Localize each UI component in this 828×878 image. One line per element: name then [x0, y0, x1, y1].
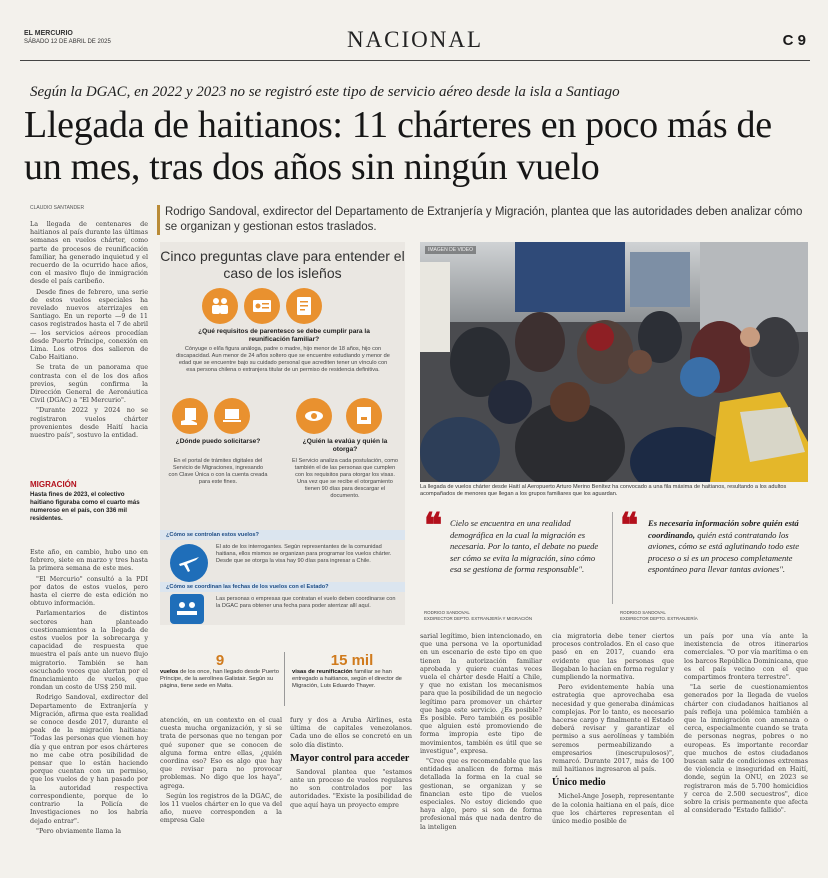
paragraph: Según los registros de la DGAC, de los 11 vuelos chárter en lo que va del año, nueve corresponden a la empresa Gale	[160, 791, 282, 825]
stat-flights-label: de los once, han llegado desde Puerto Príncipe, de la aerolínea Galistair. Según su página, tiene sede en Malta.	[160, 669, 279, 690]
paragraph: Rodrigo Sandoval, exdirector del Departamento de Extranjería y Migración, afirma que esta realidad se conoce desde 2017, durante el peak de la migración haitiana: "Todas las personas que vienen hoy día y que entran por esos chárteres no me cabe otra posibilidad de pensar que lo están haciendo porque cuentan con un permiso, que los vuelos de y han pasado por la autoridad respectiva correspondiente, porque de lo contrario la Policía de Investigaciones no los habría dejado entrar".	[30, 693, 148, 825]
subhead-control: Mayor control para acceder	[290, 752, 410, 764]
document-icon	[286, 288, 322, 324]
column-4	[420, 632, 542, 831]
paragraph: fury y dos a Aruba Airlines, esta última de capitales venezolanos. Cada uno de ellos se concretó en un solo día distinto.	[290, 716, 412, 749]
question-1: ¿Qué requisitos de parentesco se debe cumplir para la reunificación familiar?	[198, 328, 370, 343]
quote-1-text: Cielo se encuentra en una realidad demográfica en la cual la migración es necesaria. Por lo tanto, el debate no puede ser cómo se evita la migración, sino cómo esa se gestiona de forma responsable".	[450, 518, 599, 574]
quote-mark-icon: ❝	[424, 508, 443, 545]
laptop-icon	[214, 398, 250, 434]
quote-1	[450, 518, 608, 576]
photo-caption: La llegada de vuelos chárter desde Haití al Aeropuerto Arturo Merino Benítez ha convocado a una fila máxima de haitianos, resultando a los adultos acompañados de menores que llegan a los grupos familiares que los aguardan.	[420, 484, 787, 497]
answer-1: Cónyuge o el/la figura análoga, padre o madre, hijo menor de 18 años, hijo con discapacidad. Aun menor de 24 años soltero que se encuentre estudiando y menor de edad que se encuentre bajo su cuidado personal que acrediten tener un vínculo con esa persona chilena o extranjera titular de un permiso de residencia definitiva.	[176, 346, 390, 373]
paragraph: "Creo que es recomendable que las entidades analicen de forma más detallada la forma en la cual se gestionan, se organizan y se financian este tipo de vuelos especiales. No estoy diciendo que haya algo, pero si son de forma profesional más que nada dentro de la inteligen	[420, 757, 542, 831]
quote-divider	[612, 512, 613, 604]
paragraph: Parlamentarios de distintos sectores han planteado cuestionamientos a la llegada de estos vuelos por la sobrecarga y capacidad de respuesta que muestra el país ante un nuevo flujo migratorio. También se han escuchado voces que alertan por el financiamiento de vuelos, que rondan un costo de US$ 250 mil.	[30, 609, 148, 692]
stat-divider	[284, 652, 285, 706]
question-5: ¿Cómo se coordinan las fechas de los vuelos con el Estado?	[160, 582, 405, 592]
paragraph: Michel-Ange Joseph, representante de la colonia haitiana en el país, dice que los chárteres representan el único medio posible de	[552, 792, 674, 826]
column-2	[160, 716, 282, 825]
subhead-unico: Único medio	[552, 777, 606, 789]
stamp-icon	[346, 398, 382, 434]
answer-4: El ato de los interrogantes. Según representantes de la comunidad haitiana, ellos mismos se organizan para programar los vuelos chárter. Desde que se otorga la visa hay 90 días para ingresar a Chile.	[216, 544, 392, 564]
quote-2-text: quién está contratando los aviones, cómo se está aglutinando todo este proceso o si es un proceso completamente espontáneo para llevar tantas aviones".	[648, 529, 800, 574]
migration-box	[30, 480, 148, 523]
paragraph: Pero evidentemente había una estrategia que aprovechaba esa necesidad y que generaba dinámicas complejas. Por lo tanto, es necesario hacerse cargo y finalmente el Estado deberá revisar y garantizar el permiso a sus aerolíneas y también seremos permeabilizando a empresarios (inescrupulosos)", remarcó. Durante 2017, más de 100 mil haitianos ingresaron al país.	[552, 683, 674, 774]
icon-row-top	[202, 288, 328, 324]
column-6	[684, 632, 808, 814]
paragraph: un país por una vía ante la inexistencia de otros itinerarios comerciales. "O por vía marítima o en los barcos República Dominicana, que es el país vecino con el que compartimos frontera terrestre".	[684, 632, 808, 682]
header-rule	[20, 60, 810, 61]
paragraph: Sandoval plantea que "estamos ante un proceso de vuelos regulares no son controlados por las autoridades. "Existe la posibilidad de que aquí haya un proyecto empre	[290, 767, 412, 809]
paragraph: sarial legítimo, bien intencionado, en que una persona ve la oportunidad en un escenario de este tipo en que tienen la autorización familiar aprobada y quiere cuantas veces vuela el chárter desde Haití a Chile, y que no existan los mecanismos para que la posibilidad de un negocio legítimo para promover un chárter que haga este servicio. ¿Es posible? Es posible. Pero también es posible que alguien esté promoviendo de forma impropia este tipo de movimientos, también es útil que se investigue", expresa.	[420, 632, 542, 755]
icon-row-mid	[172, 398, 388, 434]
stat-visas-label-bold: visas de reunificación	[292, 669, 353, 675]
paragraph: "El Mercurio" consultó a la PDI por datos de estos vuelos, pero hasta el cierre de esta edición no obtuvo información.	[30, 574, 148, 608]
answer-2: En el portal de trámites digitales del Servicio de Migraciones, ingresando con Clave Única o con la cuenta creada para este fines.	[168, 458, 268, 485]
paragraph: cia migratoria debe tener ciertos procesos controlados. En el caso que pasó en en 2017, cuando era evidente que las personas que llegaban lo hacían en forma regular y cumpliendo la normativa.	[552, 632, 674, 682]
stat-visas-number: 15 mil	[330, 652, 374, 669]
family-icon	[202, 288, 238, 324]
hand-form-icon	[172, 398, 208, 434]
question-3: ¿Quién la evalúa y quién la otorga?	[302, 438, 388, 453]
paper-name: EL MERCURIO	[24, 30, 73, 37]
eye-icon	[296, 398, 332, 434]
paper-date: SÁBADO 12 DE ABRIL DE 2025	[24, 39, 111, 45]
deck-accent-bar	[157, 205, 160, 235]
column-1-bottom	[30, 548, 148, 835]
meeting-icon	[170, 594, 204, 624]
migration-text: Hasta fines de 2023, el colectivo haitiano figuraba como el cuarto más numeroso en el país, con 336 mil residentes.	[30, 491, 140, 522]
question-4: ¿Cómo se controlan estos vuelos?	[160, 530, 405, 540]
answer-3: El Servicio analiza cada postulación, como también el de las personas que cumplen con los requisitos para otorgar los visas. Una vez que se recibe el otorgamiento tienen 90 días para descargar el documento.	[291, 458, 399, 499]
section-title: NACIONAL	[346, 27, 484, 52]
deck: Rodrigo Sandoval, exdirector del Departamento de Extranjería y Migración, plantea que las autoridades deben analizar cómo se organizan y gestionan estos traslados.	[165, 206, 803, 233]
paragraph: La llegada de centenares de haitianos al país durante las últimas semanas en vuelos chárter, como parte de procesos de reunificación familiar, ha generado inquietud y el recuerdo de la ocurrido hace años, con el masivo flujo de inmigración desde el país caribeño.	[30, 220, 148, 286]
crowd-photo	[420, 242, 808, 482]
airplane-icon	[170, 544, 208, 582]
paragraph: Desde fines de febrero, una serie de estos vuelos especiales ha revelado nuevos aterrizajes en Santiago. En un reporte —9 de 11 casos registrados hasta el 7 de abril— los servicios aéreos procedían desde Puerto Príncipe, conexión en Lima. Los otros dos salieron de Cabo Haitiano.	[30, 287, 148, 362]
page-number: C 9	[782, 32, 806, 49]
quote-mark-icon: ❝	[620, 508, 639, 545]
masthead	[24, 30, 164, 46]
paragraph: "La serie de cuestionamientos generados por la llegada de vuelos chárter con ciudadanos haitianos al país refleja una polémica también a que la inmigración con amenaza o cerca, especialmente cuando se trata de personas negras, pobres o no europeas. Es importante recordar que muchos de estos ciudadanos buscan salir de condiciones extremas de violencia e inseguridad en Haití, donde, según la ONU, en 2023 se registraron más de 5.700 homicidios y cerca de 2.500 secuestros", dice sobre la crisis permanente que afecta al considerado "Estado fallido".	[684, 683, 808, 815]
quote-2-source: RODRIGO SANDOVAL EXDIRECTOR DEPTO. EXTRANJERÍA	[620, 610, 698, 621]
infographic-title: Cinco preguntas clave para entender el caso de los isleños	[160, 248, 405, 281]
passport-icon	[244, 288, 280, 324]
photo-tag: IMAGEN DE VIDEO	[425, 246, 476, 254]
stat-flights	[160, 652, 280, 691]
column-1-top	[30, 220, 148, 439]
paragraph: "Durante 2022 y 2024 no se registraron vuelos chárter provenientes desde Haití hacia nuestro país", sostuvo la entidad.	[30, 406, 148, 440]
answer-5: Las personas o empresas que contratan el vuelo deben coordinarse con la DGAC para obtener una fecha para poder aterrizar allí aquí.	[216, 596, 396, 609]
paragraph: atención, en un contexto en el cual cuesta mucha organización, y si se trata de personas que no tengan por qué suponer que se conocen de alguna forma entre ellas, ¿quién coordina eso? Eso es algo que hay que revisar para no provocar problemas. No digo que los haya", agrega.	[160, 716, 282, 790]
migration-title: MIGRACIÓN	[30, 480, 77, 489]
stat-visas-label: familiar se han entregado a haitianos, según el director de Migración, Luis Eduardo Thayer.	[292, 669, 402, 690]
stat-visas	[292, 652, 412, 691]
question-2: ¿Dónde puedo solicitarse?	[175, 438, 261, 445]
stat-flights-label-bold: vuelos	[160, 669, 179, 675]
column-3	[290, 716, 412, 809]
quote-1-source: RODRIGO SANDOVAL EXDIRECTOR DEPTO. EXTRANJERÍA Y MIGRACIÓN	[424, 610, 532, 621]
quote-2	[648, 518, 808, 576]
paragraph: Este año, en cambio, hubo uno en febrero, siete en marzo y tres hasta la primera semana de este mes.	[30, 548, 148, 573]
infographic	[160, 242, 405, 625]
paragraph: Se trata de un panorama que contrasta con el de los dos años previos, según confirma la Dirección General de Aeronáutica Civil (DGAC) a "El Mercurio".	[30, 363, 148, 405]
kicker: Según la DGAC, en 2022 y 2023 no se registró este tipo de servicio aéreo desde la isla a Santiago	[30, 84, 620, 100]
quote-2-bold: Es necesaria información sobre quién está coordinando,	[648, 518, 799, 540]
headline: Llegada de haitianos: 11 chárteres en poco más de un mes, tras dos años sin ningún vuelo	[24, 104, 772, 188]
byline: CLAUDIO SANTANDER	[30, 205, 85, 211]
column-5	[552, 632, 674, 825]
stat-flights-number: 9	[215, 652, 225, 669]
paragraph: "Pero obviamente llama la	[36, 826, 122, 835]
